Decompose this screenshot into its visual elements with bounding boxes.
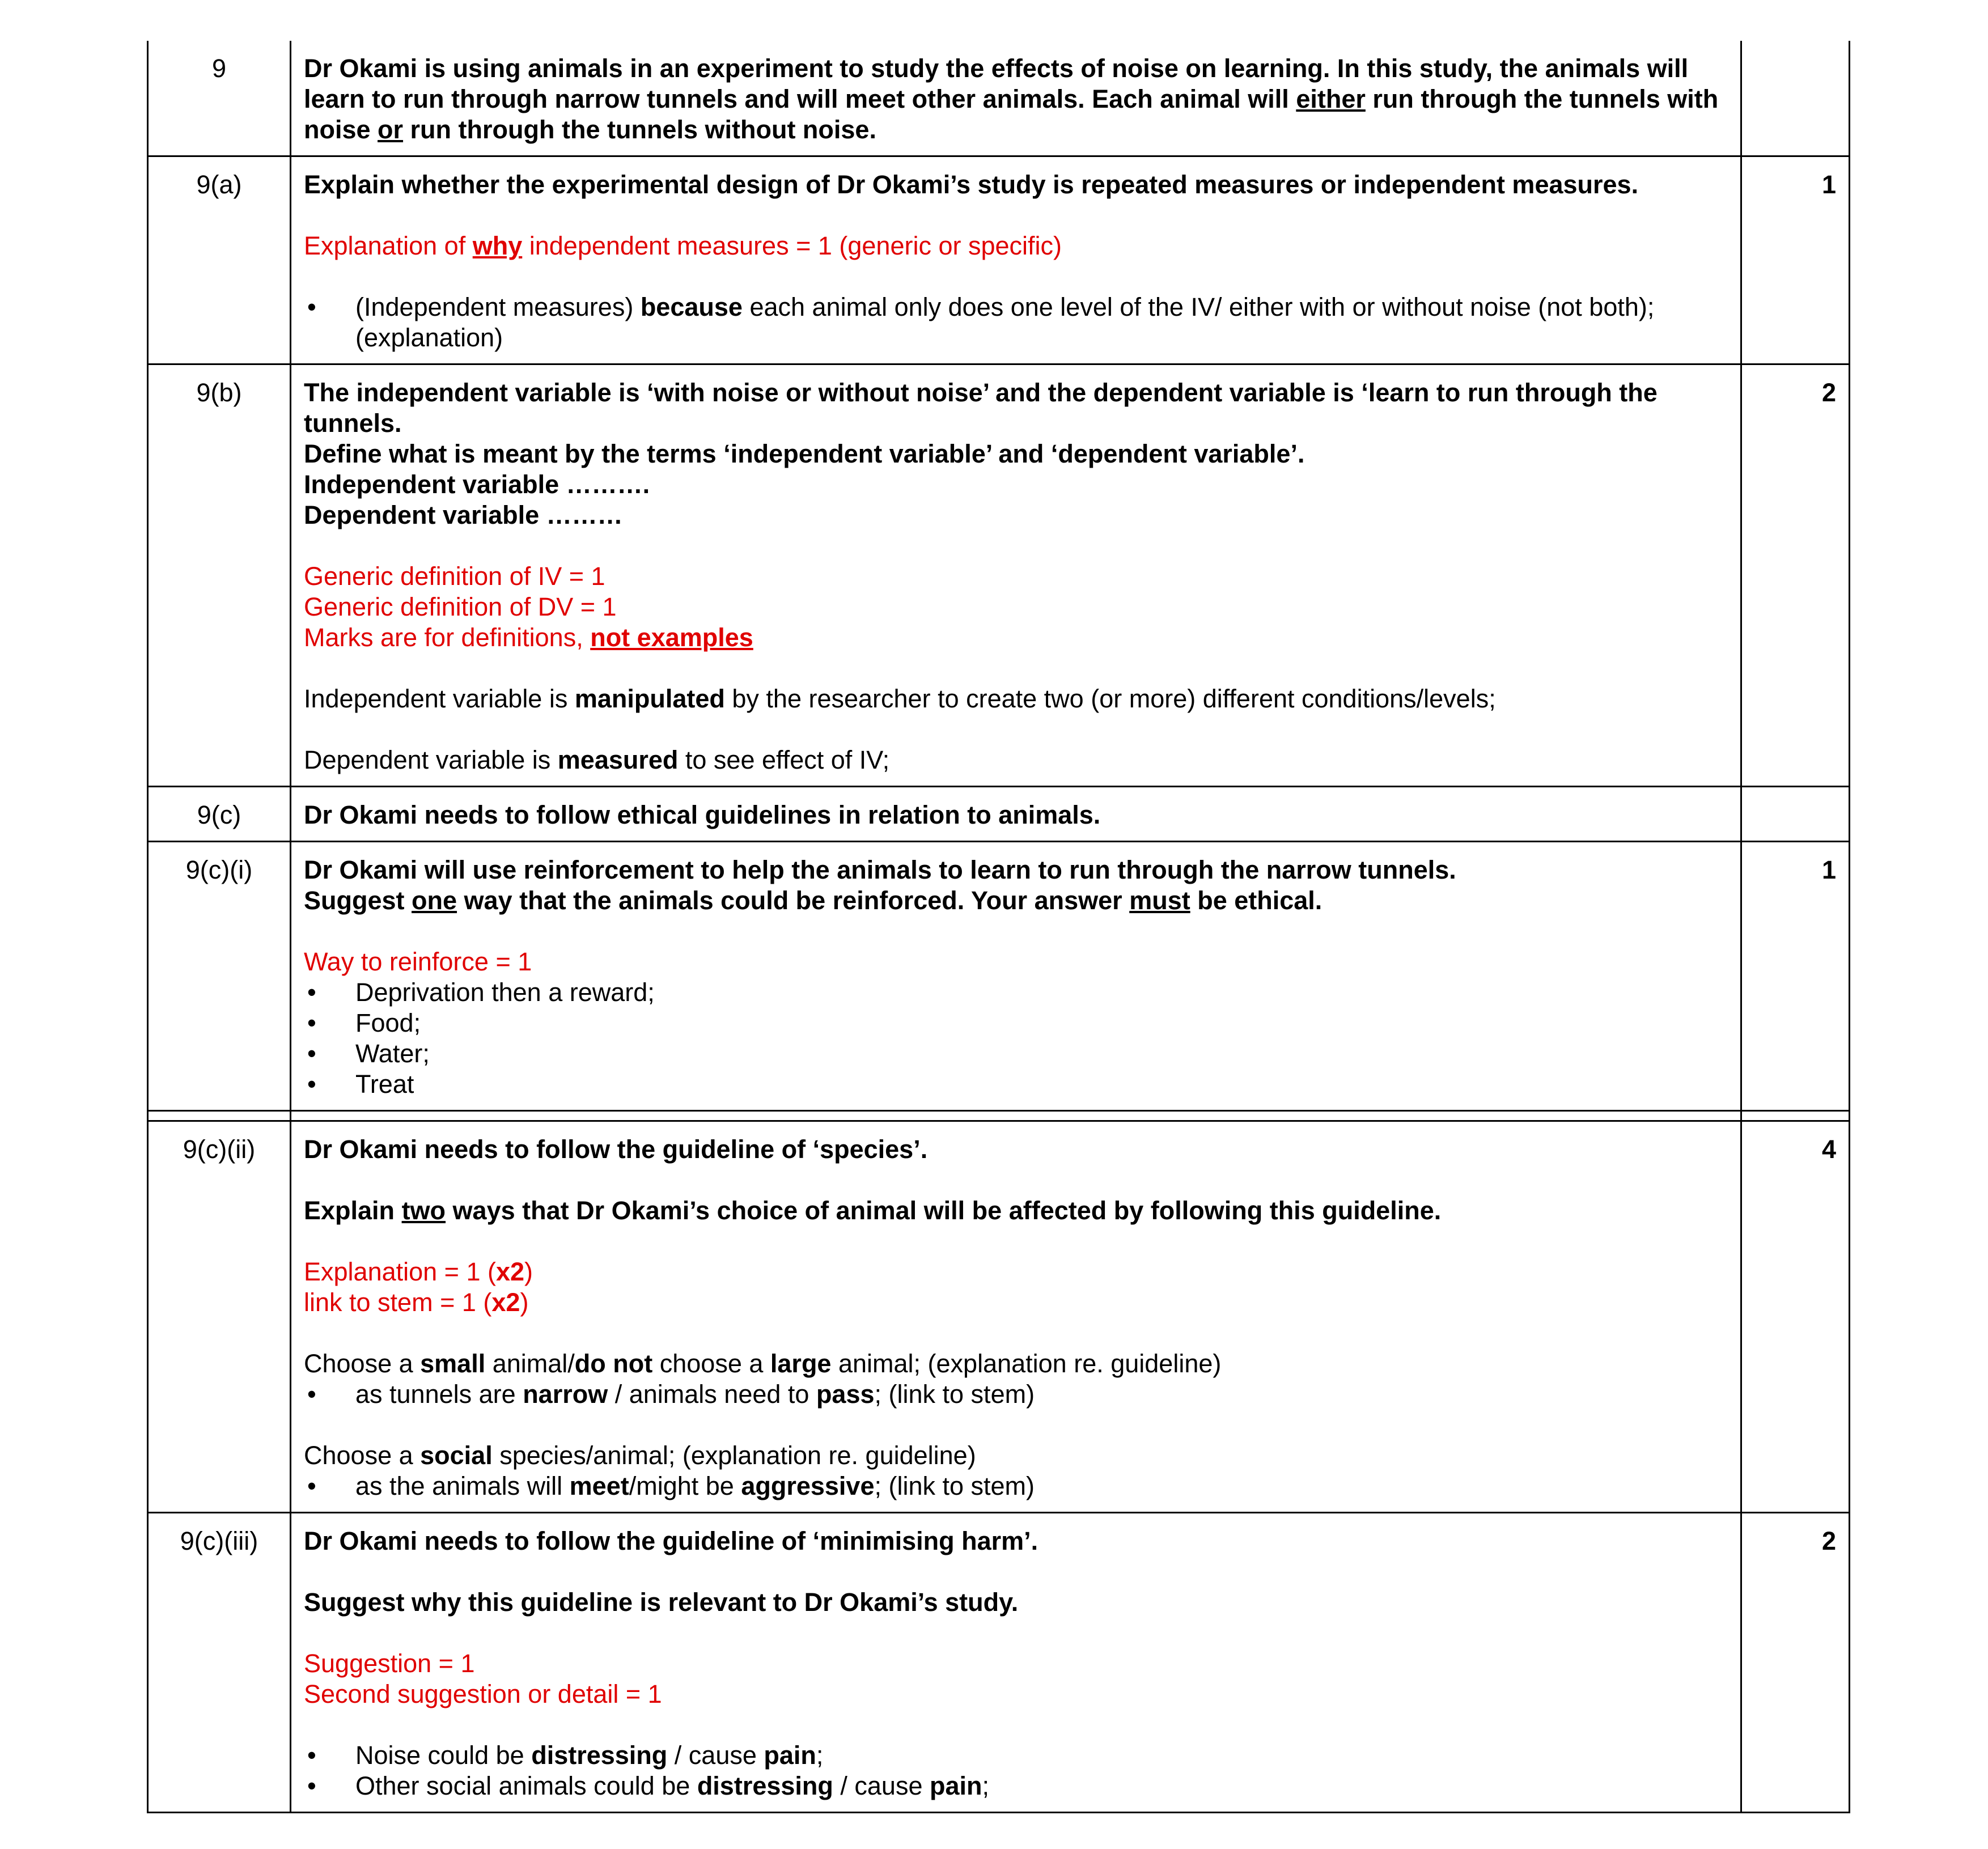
answer-text: Independent variable is manipulated by the researcher to create two (or more) different conditions/levels;: [304, 684, 1496, 713]
question-text: Dr Okami will use reinforcement to help the animals to learn to run through the narrow tunnels.: [304, 855, 1456, 884]
marks-cell: 4: [1741, 1121, 1850, 1513]
table-row-9: [148, 41, 1850, 156]
table-row-9cii: [148, 1121, 1850, 1513]
list-item: • Other social animals could be distressing / cause pain;: [304, 1771, 1728, 1801]
question-text: Dr Okami needs to follow ethical guidelines in relation to animals.: [304, 800, 1101, 829]
answer-list: [304, 977, 1728, 1100]
marking-guidance: link to stem = 1 (x2): [304, 1288, 529, 1317]
question-number: 9(c)(ii): [148, 1121, 291, 1513]
marks-cell: 1: [1741, 156, 1850, 364]
answer-cell: [291, 1121, 1741, 1513]
list-item: • as tunnels are narrow / animals need to pass; (link to stem): [304, 1379, 1728, 1410]
list-item: • Noise could be distressing / cause pain;: [304, 1740, 1728, 1771]
question-number: 9(b): [148, 364, 291, 787]
question-text: Independent variable ……….: [304, 470, 650, 499]
list-item: • Deprivation then a reward;: [304, 977, 1728, 1008]
answer-list: [304, 1740, 1728, 1801]
question-text: Suggest why this guideline is relevant to Dr Okami’s study.: [304, 1588, 1019, 1617]
marks-cell: 1: [1741, 842, 1850, 1111]
marking-guidance: Generic definition of DV = 1: [304, 592, 617, 621]
table-separator: [148, 1111, 1850, 1121]
list-item: • (Independent measures) because each animal only does one level of the IV/ either with or without noise (not both); (explanation): [304, 292, 1728, 353]
table-row-9a: [148, 156, 1850, 364]
question-text: Dr Okami needs to follow the guideline of ‘species’.: [304, 1135, 928, 1164]
answer-list: [304, 1471, 1728, 1502]
answer-list: [304, 292, 1728, 353]
question-stem: Dr Okami is using animals in an experiment to study the effects of noise on learning. In this study, the animals will learn to run through narrow tunnels and will meet other animals. Each animal will either run through the tunnels with noise or run through the tunnels without noise.: [291, 41, 1741, 156]
question-text: The independent variable is ‘with noise or without noise’ and the dependent variable is ‘learn to run through the tunnels.: [304, 378, 1658, 438]
question-number: 9(a): [148, 156, 291, 364]
answer-text: Dependent variable is measured to see effect of IV;: [304, 745, 890, 774]
marking-guidance: Explanation of why independent measures = 1 (generic or specific): [304, 231, 1062, 260]
table-row-9b: [148, 364, 1850, 787]
marking-guidance: Second suggestion or detail = 1: [304, 1680, 662, 1708]
question-number: 9(c): [148, 787, 291, 842]
question-text: Dependent variable ………: [304, 501, 623, 529]
answer-text: Choose a small animal/do not choose a large animal; (explanation re. guideline): [304, 1349, 1222, 1378]
table-row-9ci: [148, 842, 1850, 1111]
question-number: 9: [148, 41, 291, 156]
table-row-9c: [148, 787, 1850, 842]
marks-cell: 2: [1741, 364, 1850, 787]
list-item: • Water;: [304, 1038, 1728, 1069]
question-number: 9(c)(iii): [148, 1513, 291, 1813]
question-number: 9(c)(i): [148, 842, 291, 1111]
table-row-9ciii: [148, 1513, 1850, 1813]
marks-cell: [1741, 787, 1850, 842]
marking-guidance: Generic definition of IV = 1: [304, 562, 605, 591]
question-text: Dr Okami needs to follow the guideline of ‘minimising harm’.: [304, 1526, 1038, 1555]
answer-text: Choose a social species/animal; (explanation re. guideline): [304, 1441, 976, 1470]
answer-cell: [291, 787, 1741, 842]
answer-cell: [291, 364, 1741, 787]
question-text: Explain two ways that Dr Okami’s choice of animal will be affected by following this guideline.: [304, 1196, 1442, 1225]
answer-list: [304, 1379, 1728, 1410]
mark-scheme-table: [147, 41, 1850, 1813]
marks-cell: [1741, 41, 1850, 156]
marking-guidance: Suggestion = 1: [304, 1649, 475, 1678]
question-text: Explain whether the experimental design of Dr Okami’s study is repeated measures or independent measures.: [304, 170, 1639, 199]
list-item: • Treat: [304, 1069, 1728, 1100]
marking-guidance: Marks are for definitions, not examples: [304, 623, 753, 652]
marking-guidance: Way to reinforce = 1: [304, 947, 532, 976]
question-text: Define what is meant by the terms ‘independent variable’ and ‘dependent variable’.: [304, 439, 1305, 468]
answer-cell: [291, 156, 1741, 364]
question-text: Suggest one way that the animals could be reinforced. Your answer must be ethical.: [304, 886, 1322, 915]
answer-cell: [291, 842, 1741, 1111]
marks-cell: 2: [1741, 1513, 1850, 1813]
answer-cell: [291, 1513, 1741, 1813]
marking-guidance: Explanation = 1 (x2): [304, 1257, 533, 1286]
list-item: • Food;: [304, 1008, 1728, 1038]
list-item: • as the animals will meet/might be aggressive; (link to stem): [304, 1471, 1728, 1502]
